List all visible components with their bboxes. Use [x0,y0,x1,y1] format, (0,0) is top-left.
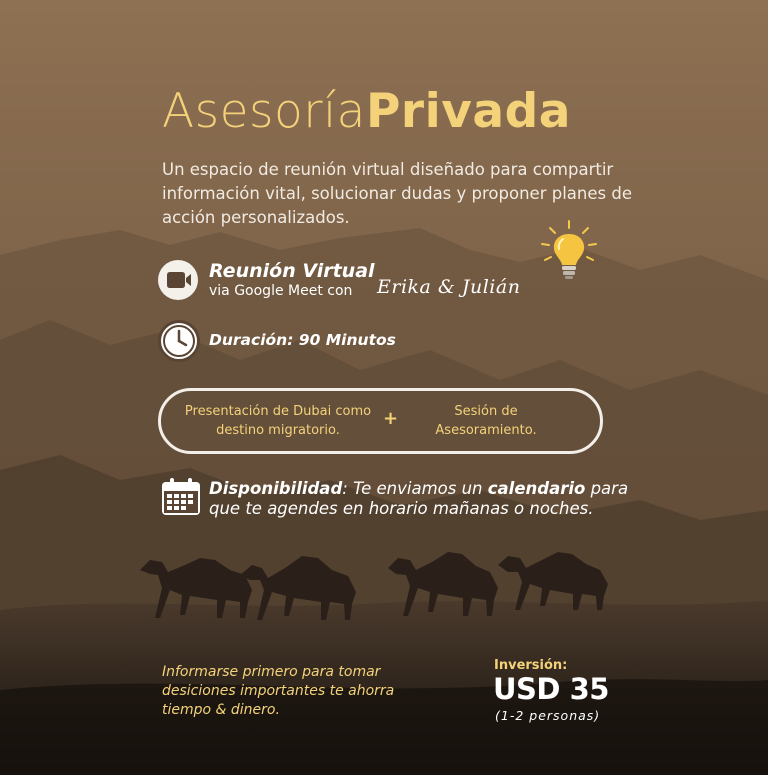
title-bold: Privada [365,84,571,139]
video-camera-icon [158,260,198,300]
light-bulb-icon [536,218,602,284]
availability-before: : Te enviamos un [342,479,488,498]
meeting-title: Reunión Virtual [209,260,375,282]
availability-label: Disponibilidad [209,479,343,498]
availability-after: para que te agendes en horario mañanas o noches. [209,479,629,518]
page-title [162,80,571,144]
includes-right: Sesión de Asesoramiento. [435,404,537,438]
quote-text: Informarse primero para tomar desiciones importantes te ahorra tiempo & dinero. [162,664,395,718]
availability-text [209,479,629,519]
duration-value: 90 Minutos [298,331,396,349]
investment-people: (1-2 personas) [495,708,601,723]
investment-label: Inversión: [494,658,568,673]
duration-text [209,331,396,349]
clock-icon [158,320,200,362]
calendar-icon [160,477,202,517]
availability-highlight: calendario [487,479,586,498]
meeting-subtitle: via Google Meet con [209,283,353,299]
investment-price: USD 35 [493,672,609,706]
plus-icon: + [383,408,399,429]
intro-text: Un espacio de reunión virtual diseñado para compartir información vital, solucionar dudas y proponer planes de acción personalizados. [162,160,632,227]
includes-left: Presentación de Dubai como destino migratorio. [184,404,372,438]
title-light: Asesoría [162,84,366,139]
meeting-hosts: Erika & Julián [377,276,521,298]
duration-label: Duración: [209,331,294,349]
